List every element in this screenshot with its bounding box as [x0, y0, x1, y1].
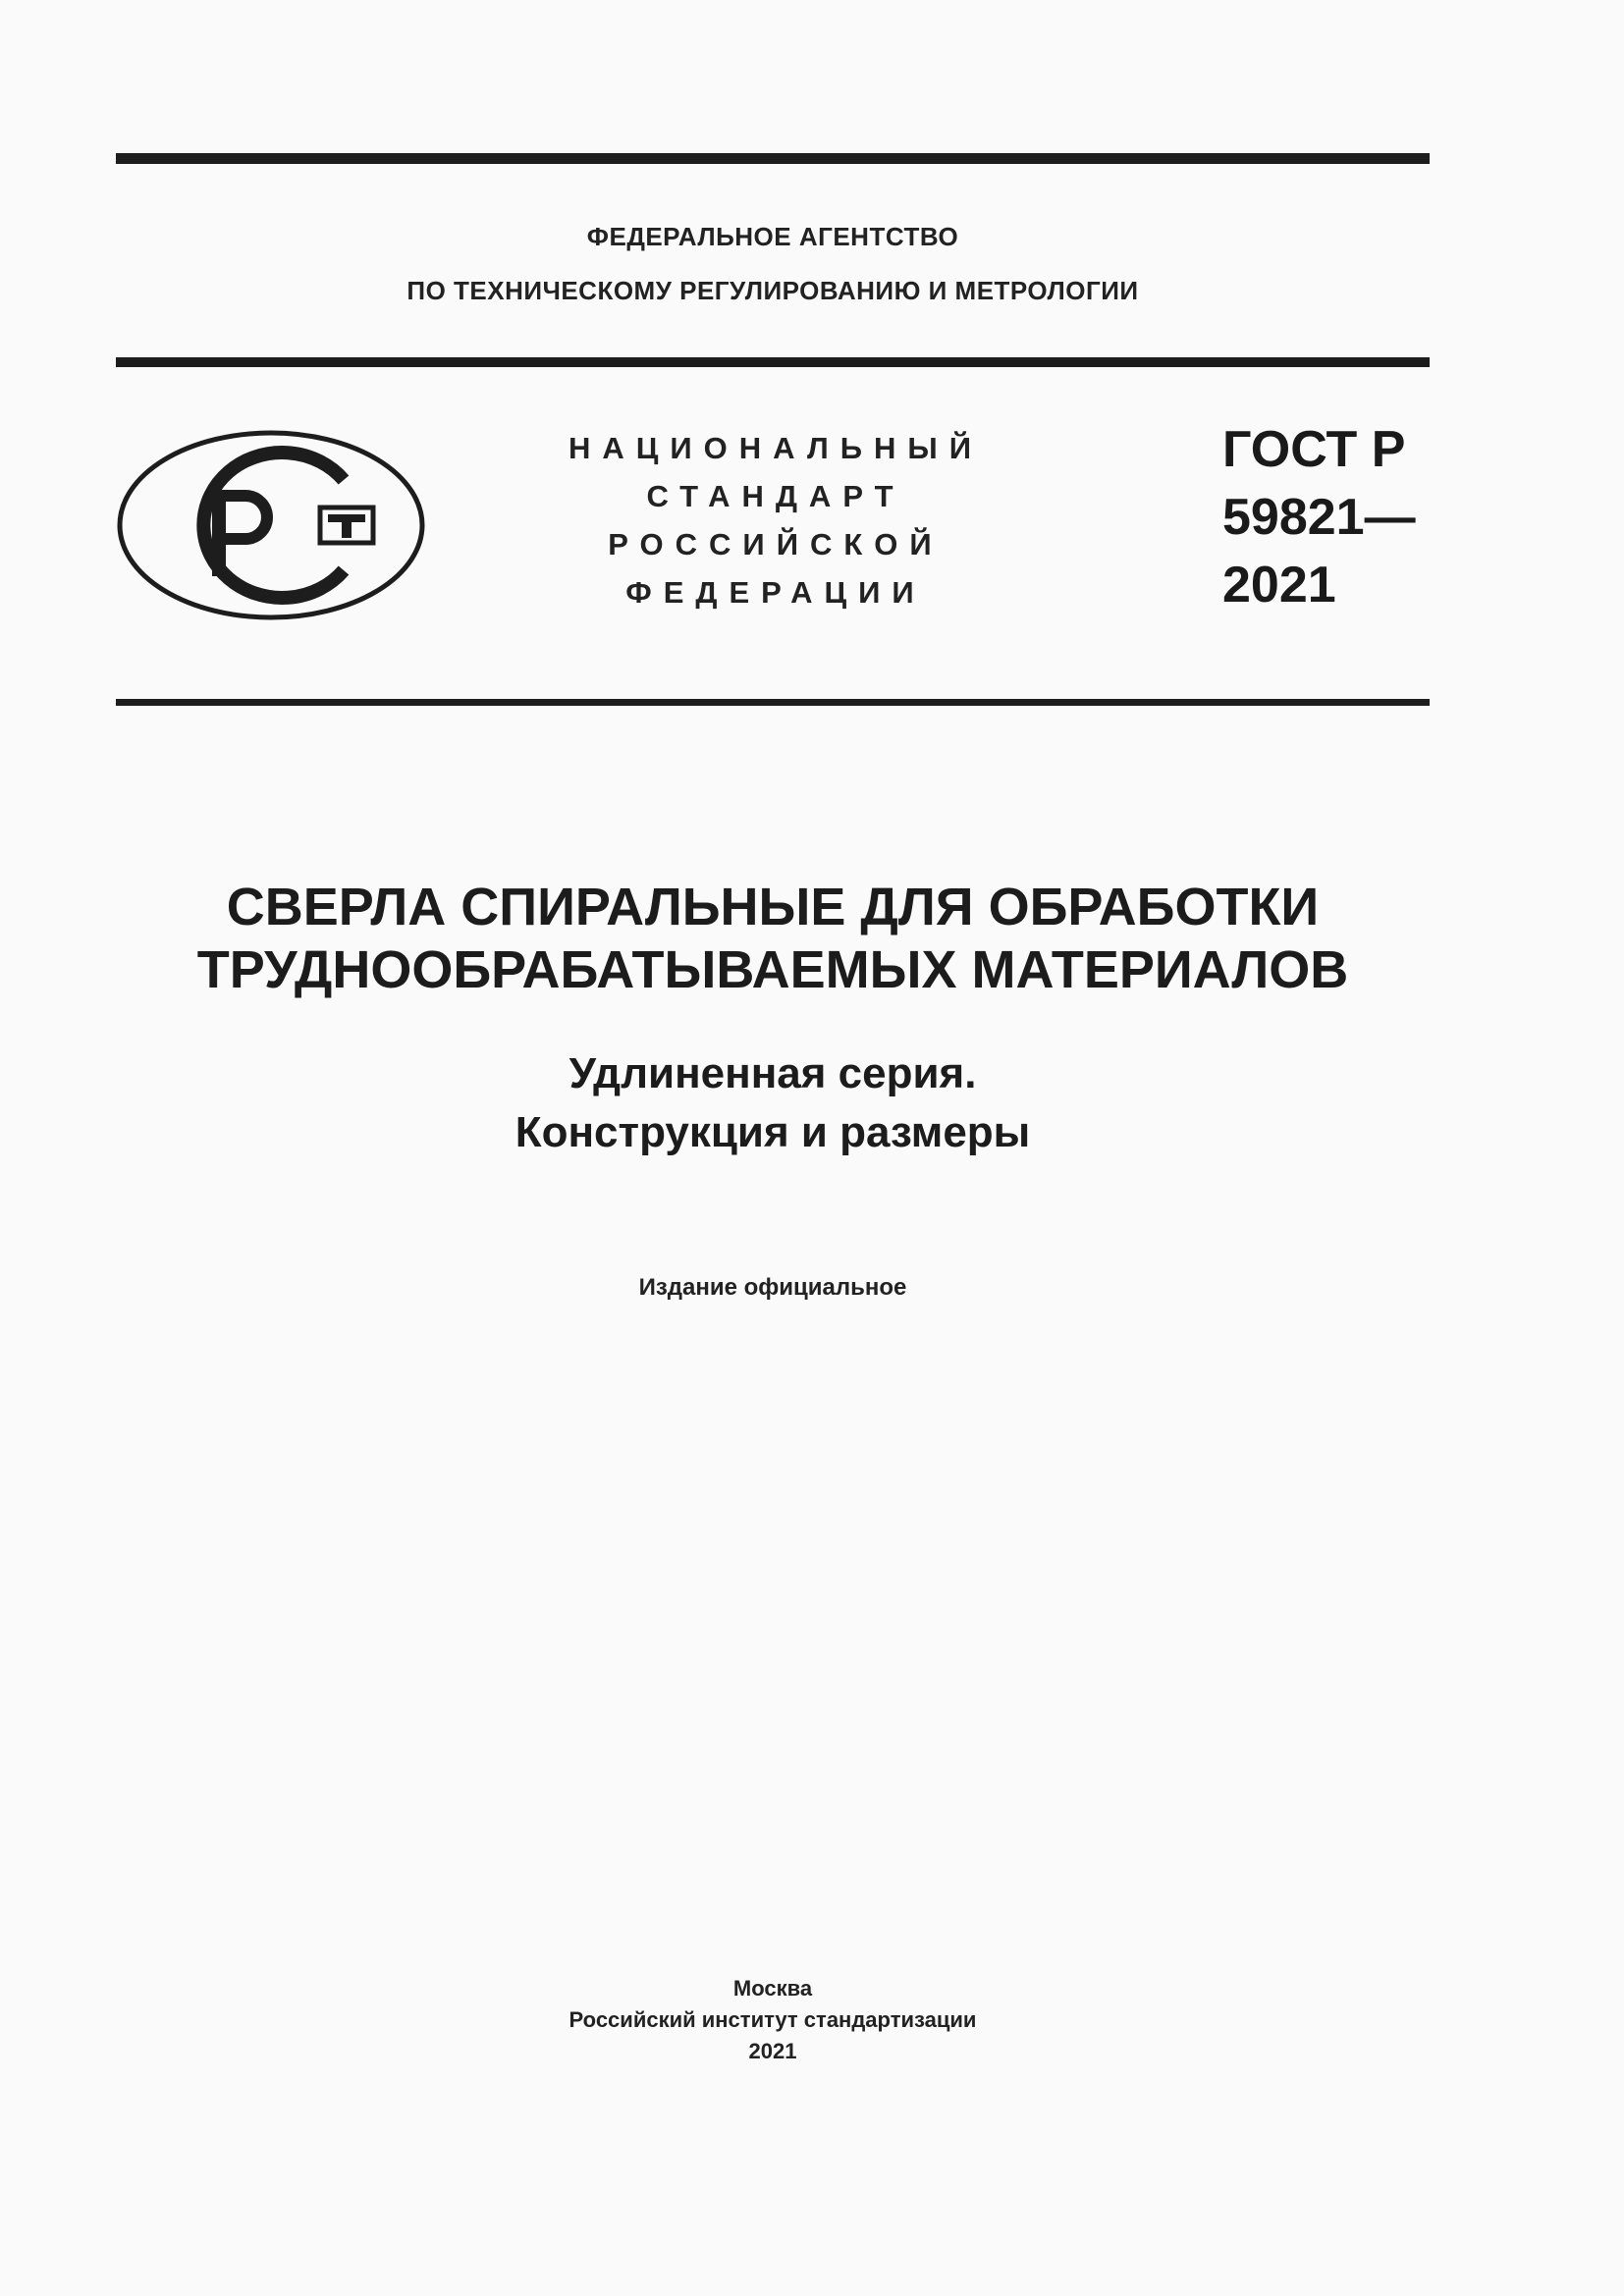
- document-title: [116, 876, 1430, 1001]
- agency-name-line1: ФЕДЕРАЛЬНОЕ АГЕНТСТВО: [586, 222, 959, 251]
- agency-name-line2: ПО ТЕХНИЧЕСКОМУ РЕГУЛИРОВАНИЮ И МЕТРОЛОГИИ: [406, 276, 1139, 305]
- imprint-city: Москва: [732, 1976, 813, 2001]
- standard-type: [550, 424, 1001, 616]
- imprint-year: 2021: [748, 2039, 797, 2063]
- rst-emblem-icon: [116, 429, 426, 621]
- designation-line1: ГОСТ Р: [1222, 421, 1406, 478]
- standard-type-line4: ФЕДЕРАЦИИ: [625, 575, 926, 610]
- subtitle-line2: Конструкция и размеры: [514, 1108, 1031, 1156]
- standard-type-line3: РОССИЙСКОЙ: [608, 527, 944, 561]
- standard-type-line1: НАЦИОНАЛЬНЫЙ: [568, 431, 984, 465]
- standard-type-line2: СТАНДАРТ: [646, 479, 905, 513]
- subtitle-line1: Удлиненная серия.: [568, 1049, 977, 1097]
- bottom-rule: [116, 699, 1430, 706]
- standard-designation: [1222, 416, 1438, 619]
- title-line2: ТРУДНООБРАБАТЫВАЕМЫХ МАТЕРИАЛОВ: [196, 940, 1349, 999]
- title-line1: СВЕРЛА СПИРАЛЬНЫЕ ДЛЯ ОБРАБОТКИ: [226, 878, 1320, 936]
- top-rule: [116, 153, 1430, 164]
- middle-rule: [116, 357, 1430, 367]
- imprint: [116, 1973, 1430, 2067]
- edition-label: Издание официальное: [638, 1274, 907, 1301]
- document-subtitle: [116, 1044, 1430, 1162]
- imprint-publisher: Российский институт стандартизации: [568, 2007, 977, 2032]
- designation-line2: 59821—: [1222, 489, 1416, 546]
- designation-line3: 2021: [1222, 557, 1336, 614]
